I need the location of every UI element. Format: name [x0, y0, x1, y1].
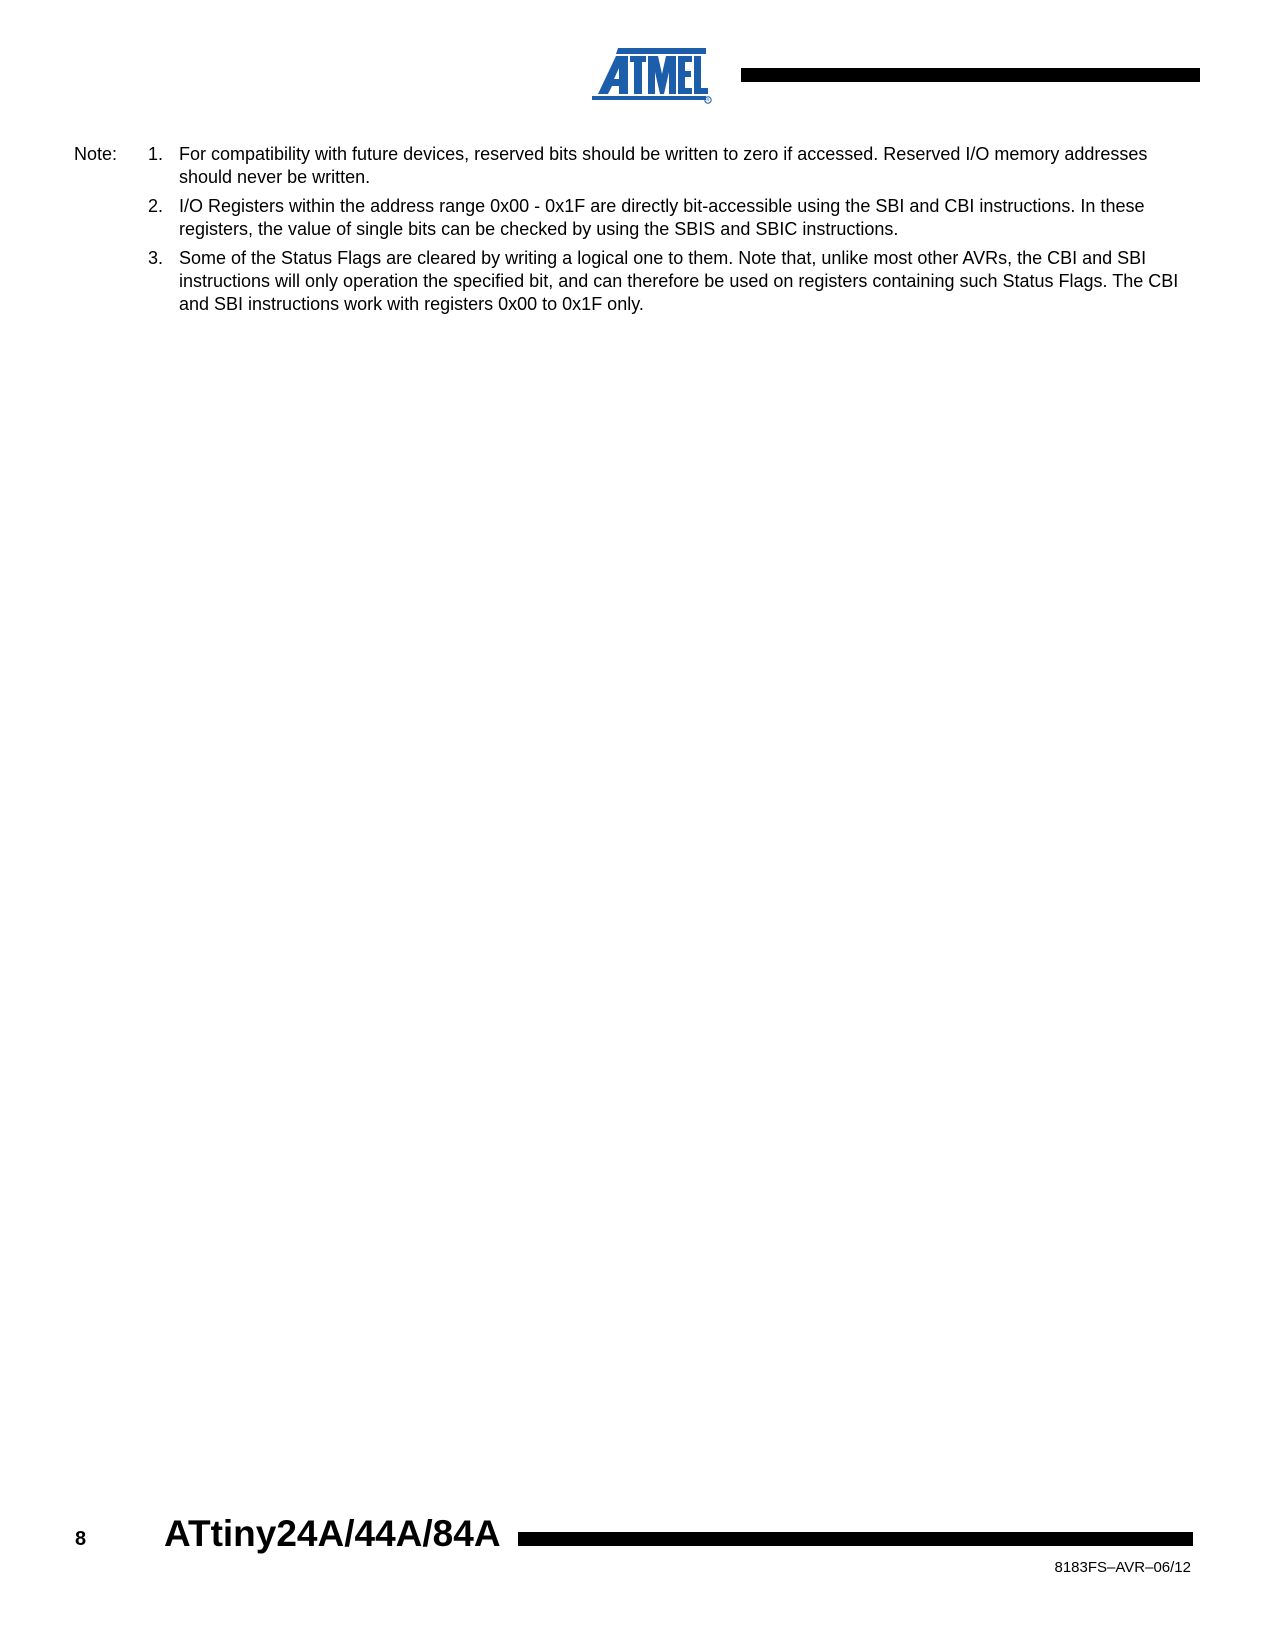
note-text: Some of the Status Flags are cleared by writing a logical one to them. Note that, unlike most other AVRs, the CBI and SBI instructions will only operation the specified bit, and can therefore be used on registers containing such Status Flags. The CBI and SBI instructions work with registers 0x00 to 0x1F only.	[179, 248, 1179, 314]
note-number: 2.	[148, 196, 164, 216]
note-number: 1.	[148, 144, 164, 164]
note-label: Note:	[74, 144, 118, 164]
note-number: 3.	[148, 248, 164, 268]
header-rule	[741, 68, 1200, 82]
atmel-logo	[588, 44, 712, 104]
note-item	[148, 247, 1258, 316]
note-text: For compatibility with future devices, reserved bits should be written to zero if accessed. Reserved I/O memory addresses should never be written.	[179, 144, 1148, 187]
atmel-logo-mark	[588, 44, 712, 104]
note-text: I/O Registers within the address range 0x00 - 0x1F are directly bit-accessible using the SBI and CBI instructions. In these registers, the value of single bits can be checked by using the SBIS and SBIC instructions.	[179, 196, 1145, 239]
note-list	[148, 143, 1258, 322]
note-item	[148, 143, 1258, 189]
footer-rule	[518, 1532, 1193, 1546]
page-number: 8	[75, 1528, 87, 1550]
document-title: ATtiny24A/44A/84A	[164, 1513, 501, 1554]
note-item	[148, 195, 1258, 241]
svg-text:R: R	[706, 97, 710, 103]
document-code: 8183FS–AVR–06/12	[1054, 1559, 1191, 1576]
